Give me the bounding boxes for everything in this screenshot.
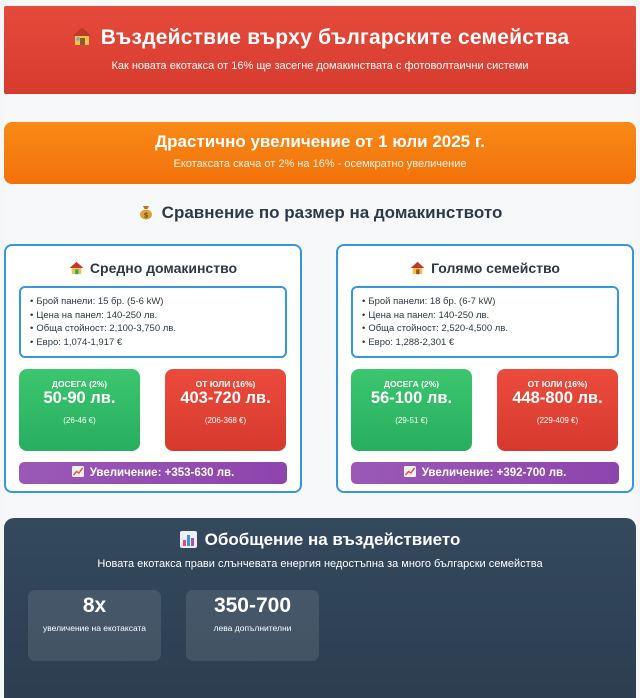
price-before-box	[351, 369, 472, 451]
page-title-row	[4, 26, 636, 50]
chart-increasing-icon	[404, 466, 416, 477]
increase-bar	[19, 462, 287, 484]
summary-title-row	[4, 530, 636, 550]
house-icon	[71, 26, 93, 46]
price-after-label: ОТ ЮЛИ (16%)	[195, 379, 256, 389]
price-before-label: ДОСЕГА (2%)	[383, 379, 440, 389]
comparison-heading	[0, 203, 640, 223]
price-after-box	[165, 369, 286, 451]
household-card-large	[336, 244, 634, 493]
page-header	[4, 6, 636, 94]
alert-subtitle: Екотаксата скача от 2% на 16% - осемкратно увеличение	[173, 158, 467, 170]
card-title-row	[338, 260, 632, 276]
page-subtitle: Как новата екотакса от 16% ще засегне домакинствата с фотоволтаични системи	[111, 60, 529, 72]
spec-item: • Брой панели: 18 бр. (6-7 kW)	[362, 295, 617, 309]
increase-text: Увеличение: +392-700 лв.	[421, 467, 567, 479]
spec-item: • Евро: 1,074-1,917 €	[30, 336, 285, 350]
price-before-label: ДОСЕГА (2%)	[51, 379, 108, 389]
stat-card	[186, 590, 319, 661]
card-title-row	[6, 260, 300, 276]
svg-text:$: $	[143, 211, 149, 220]
comparison-heading-text: Сравнение по размер на домакинството	[161, 203, 503, 222]
summary-subtitle: Новата екотакса прави слънчевата енергия недостъпна за много български семейства	[97, 558, 543, 570]
price-before-box	[19, 369, 140, 451]
increase-bar	[351, 462, 619, 484]
price-before-value: 50-90 лв.	[43, 389, 116, 407]
house-icon	[69, 261, 84, 275]
price-before-eur: (26-46 €)	[63, 416, 96, 425]
price-after-eur: (206-368 €)	[204, 416, 247, 425]
chart-increasing-icon	[72, 466, 84, 477]
spec-item: • Обща стойност: 2,520-4,500 лв.	[362, 322, 617, 336]
card-title: Голямо семейство	[431, 260, 560, 276]
household-card-medium	[4, 244, 302, 493]
increase-text: Увеличение: +353-630 лв.	[89, 467, 235, 479]
price-after-box	[497, 369, 618, 451]
price-before-eur: (29-51 €)	[395, 416, 428, 425]
price-after-value: 403-720 лв.	[180, 389, 271, 407]
specs-box	[351, 286, 619, 358]
spec-item: • Евро: 1,288-2,301 €	[362, 336, 617, 350]
spec-item: • Цена на панел: 140-250 лв.	[362, 309, 617, 323]
alert-banner	[4, 122, 636, 184]
stat-card	[28, 590, 161, 661]
stat-value: 350-700	[213, 594, 292, 617]
card-title: Средно домакинство	[89, 260, 238, 276]
specs-box	[19, 286, 287, 358]
page-title: Въздействие върху българските семейства	[100, 26, 570, 49]
summary-panel	[4, 518, 636, 698]
summary-title: Обобщение на въздействието	[204, 530, 461, 549]
stat-label: лева допълнителни	[213, 623, 292, 633]
money-bag-icon	[138, 204, 154, 220]
spec-item: • Цена на панел: 140-250 лв.	[30, 309, 285, 323]
price-after-value: 448-800 лв.	[512, 389, 603, 407]
price-after-label: ОТ ЮЛИ (16%)	[527, 379, 588, 389]
stat-label: увеличение на екотаксата	[42, 623, 147, 633]
alert-title: Драстично увеличение от 1 юли 2025 г.	[155, 132, 485, 151]
bar-chart-icon	[180, 531, 197, 548]
price-after-eur: (229-409 €)	[536, 416, 579, 425]
price-before-value: 56-100 лв.	[370, 389, 453, 407]
spec-item: • Обща стойност: 2,100-3,750 лв.	[30, 322, 285, 336]
spec-item: • Брой панели: 15 бр. (5-6 kW)	[30, 295, 285, 309]
stat-value: 8x	[82, 594, 107, 617]
house-icon	[410, 261, 425, 275]
